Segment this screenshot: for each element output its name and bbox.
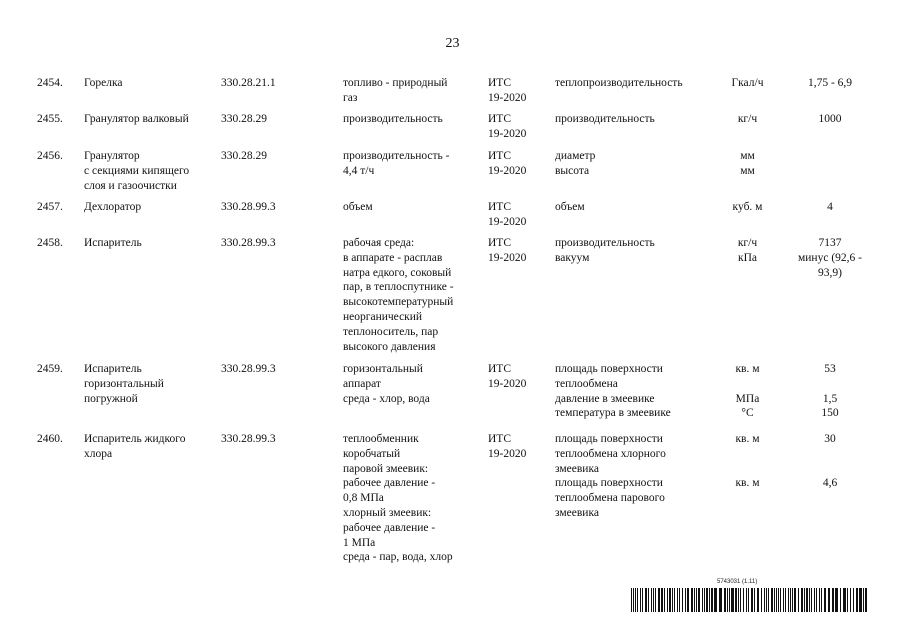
specification-line: хлорный змеевик: (343, 506, 432, 519)
reference-standard-line: ИТС (488, 113, 511, 125)
equipment-name-line: слоя и газоочистки (84, 179, 177, 192)
barcode-bar (819, 588, 820, 612)
barcode-bar (637, 588, 638, 612)
specification-line: рабочая среда: (343, 237, 415, 249)
barcode-bar (696, 588, 697, 612)
equipment-name (84, 432, 214, 462)
parameter-unit-line: кПа (738, 251, 757, 264)
barcode-bar (746, 588, 747, 612)
equipment-name-line: Испаритель (84, 237, 142, 249)
reference-standard-line: ИТС (488, 150, 511, 162)
specification-line: горизонтальный (343, 363, 423, 375)
barcode-bar (653, 588, 654, 612)
specification-line: производительность (343, 113, 443, 125)
specification-line: среда - пар, вода, хлор (343, 551, 453, 564)
parameter-name (555, 362, 720, 421)
parameter-name-line: объем (555, 201, 585, 213)
specification-line: топливо - природный (343, 77, 448, 89)
barcode-bar (682, 588, 683, 612)
barcode (631, 588, 869, 612)
barcode-bar (748, 588, 749, 612)
reference-standard-line: 19-2020 (488, 91, 527, 104)
barcode-bar (768, 588, 769, 612)
barcode-bar (743, 588, 744, 612)
parameter-value (785, 76, 875, 91)
barcode-bar (794, 588, 796, 612)
barcode-bar (635, 588, 636, 612)
barcode-bar (806, 588, 808, 612)
barcode-bar (850, 588, 851, 612)
parameter-name-line: теплообмена хлорного (555, 447, 666, 460)
barcode-bar (778, 588, 779, 612)
parameter-unit-line: °С (741, 407, 754, 420)
parameter-value-line: минус (92,6 - (798, 251, 862, 264)
equipment-name-line: Дехлоратор (84, 201, 142, 213)
equipment-name (84, 112, 214, 127)
parameter-unit-line: мм (740, 150, 755, 162)
parameter-unit (720, 112, 775, 127)
parameter-unit-line (720, 447, 775, 462)
okpd-code: 330.28.99.3 (221, 433, 276, 445)
parameter-unit (720, 200, 775, 215)
barcode-bar (735, 588, 737, 612)
parameter-name (555, 432, 720, 521)
barcode-bar (783, 588, 784, 612)
barcode-bar (694, 588, 695, 612)
parameter-name-line: змеевика (555, 506, 599, 519)
row-number: 2454. (37, 77, 63, 89)
barcode-bar (714, 588, 717, 612)
barcode-bar (821, 588, 822, 612)
barcode-bar (785, 588, 786, 612)
barcode-bar (788, 588, 789, 612)
barcode-bar (780, 588, 781, 612)
specification-line: рабочее давление - (343, 521, 436, 534)
parameter-unit-line: кв. м (735, 477, 760, 490)
reference-standard-line: 19-2020 (488, 447, 527, 460)
row-number: 2455. (37, 113, 63, 125)
parameter-value-line: 53 (824, 363, 836, 375)
parameter-value-line: 4 (827, 201, 833, 213)
reference-standard-line: ИТС (488, 77, 511, 89)
barcode-bar (801, 588, 803, 612)
specification-line: неорганический (343, 310, 423, 323)
specification-line: высокого давления (343, 340, 436, 353)
specification-line: паровой змеевик: (343, 462, 429, 475)
equipment-name-line: погружной (84, 392, 138, 405)
reference-standard (488, 149, 548, 179)
barcode-bar (640, 588, 641, 612)
barcode-bar (685, 588, 686, 612)
barcode-bar (669, 588, 671, 612)
barcode-bar (691, 588, 693, 612)
barcode-bar (764, 588, 765, 612)
parameter-value-line: 1000 (818, 113, 842, 125)
equipment-name (84, 76, 214, 91)
barcode-bar (679, 588, 680, 612)
barcode-bar (754, 588, 755, 612)
equipment-name (84, 362, 214, 406)
parameter-name-line: площадь поверхности (555, 477, 663, 490)
equipment-name-line: с секциями кипящего (84, 164, 190, 177)
barcode-bar (687, 588, 689, 612)
specification-line: 1 МПа (343, 536, 376, 549)
parameter-unit (720, 76, 775, 91)
barcode-bar (648, 588, 649, 612)
row-number: 2460. (37, 433, 63, 445)
barcode-bar (835, 588, 838, 612)
barcode-bar (672, 588, 673, 612)
reference-standard-line: 19-2020 (488, 251, 527, 264)
specification-line: 0,8 МПа (343, 492, 384, 505)
parameter-name-line: производительность (555, 237, 655, 249)
barcode-bar (667, 588, 668, 612)
row-number: 2459. (37, 363, 63, 375)
parameter-name-line: производительность (555, 113, 655, 125)
reference-standard-line: ИТС (488, 201, 511, 213)
barcode-bar (655, 588, 656, 612)
specification-line: натра едкого, соковый (343, 266, 452, 279)
parameter-name-line: теплопроизводительность (555, 77, 683, 89)
specification-line: среда - хлор, вода (343, 392, 430, 405)
parameter-unit (720, 362, 775, 421)
barcode-bar (865, 588, 867, 612)
parameter-unit-line: Гкал/ч (731, 77, 764, 89)
barcode-bar (702, 588, 703, 612)
row-number: 2456. (37, 150, 63, 162)
parameter-name (555, 76, 720, 91)
parameter-unit-line: МПа (735, 392, 760, 405)
page-number: 23 (445, 36, 460, 51)
specification (343, 76, 478, 106)
parameter-value-line: 7137 (818, 237, 842, 249)
barcode-bar (761, 588, 762, 612)
equipment-name-line: Испаритель (84, 363, 142, 375)
parameter-value (785, 200, 875, 215)
equipment-name (84, 236, 214, 251)
equipment-name (84, 200, 214, 215)
specification-line: коробчатый (343, 447, 401, 460)
parameter-name-line: площадь поверхности (555, 363, 663, 375)
parameter-name-line: площадь поверхности (555, 433, 663, 445)
equipment-name-line: хлора (84, 447, 113, 460)
equipment-name (84, 149, 214, 193)
specification-line: теплообменник (343, 433, 419, 445)
parameter-value-line: 150 (821, 407, 839, 420)
parameter-unit (720, 236, 775, 266)
okpd-code: 330.28.21.1 (221, 77, 276, 89)
barcode-bar (790, 588, 791, 612)
barcode-bar (814, 588, 815, 612)
specification-line: объем (343, 201, 373, 213)
specification-line: пар, в теплоспутнике - (343, 281, 454, 294)
barcode-bar (757, 588, 759, 612)
parameter-name-line: температура в змеевике (555, 407, 671, 420)
barcode-bar (724, 588, 726, 612)
barcode-bar (798, 588, 799, 612)
barcode-bar (661, 588, 663, 612)
barcode-bar (776, 588, 777, 612)
barcode-bar (658, 588, 660, 612)
parameter-name (555, 200, 720, 215)
barcode-bar (664, 588, 665, 612)
specification (343, 236, 478, 354)
document-code: 5743031 (1.11) (717, 579, 758, 585)
reference-standard-line: ИТС (488, 433, 511, 445)
specification-line: аппарат (343, 377, 381, 390)
specification-line: высокотемпературный (343, 296, 454, 309)
parameter-name-line: высота (555, 164, 590, 177)
barcode-bar (731, 588, 734, 612)
barcode-bar (738, 588, 739, 612)
reference-standard (488, 200, 548, 230)
barcode-bar (674, 588, 675, 612)
parameter-value (785, 362, 875, 421)
reference-standard (488, 112, 548, 142)
reference-standard (488, 432, 548, 462)
barcode-bar (751, 588, 753, 612)
barcode-bar (863, 588, 864, 612)
parameter-unit-line (720, 462, 775, 477)
barcode-bar (824, 588, 826, 612)
barcode-bar (631, 588, 632, 612)
reference-standard (488, 236, 548, 266)
barcode-bar (719, 588, 722, 612)
parameter-name (555, 112, 720, 127)
parameter-value-line: 93,9) (818, 266, 842, 279)
reference-standard-line: 19-2020 (488, 377, 527, 390)
parameter-value-line: 1,5 (822, 392, 838, 405)
barcode-bar (709, 588, 710, 612)
barcode-bar (792, 588, 793, 612)
specification (343, 149, 478, 179)
specification-line: теплоноситель, пар (343, 325, 439, 338)
okpd-code: 330.28.29 (221, 150, 267, 162)
barcode-bar (727, 588, 728, 612)
reference-standard (488, 76, 548, 106)
parameter-name-line: вакуум (555, 251, 590, 264)
parameter-unit (720, 149, 775, 179)
barcode-bar (811, 588, 812, 612)
specification-line: в аппарате - расплав (343, 251, 443, 264)
reference-standard-line: ИТС (488, 237, 511, 249)
barcode-bar (651, 588, 652, 612)
okpd-code: 330.28.99.3 (221, 363, 276, 375)
parameter-name (555, 149, 720, 179)
parameter-name (555, 236, 720, 266)
barcode-bar (645, 588, 647, 612)
parameter-unit-line: куб. м (732, 201, 763, 213)
barcode-bar (809, 588, 810, 612)
barcode-bar (677, 588, 678, 612)
parameter-name-line: теплообмена (555, 377, 618, 390)
barcode-bar (774, 588, 775, 612)
barcode-bar (711, 588, 713, 612)
equipment-name-line: Горелка (84, 77, 123, 89)
specification-line: рабочее давление - (343, 477, 436, 490)
barcode-bar (698, 588, 700, 612)
parameter-unit-line: кг/ч (737, 113, 758, 125)
equipment-name-line: Гранулятор (84, 150, 140, 162)
barcode-bar (729, 588, 730, 612)
parameter-value (785, 236, 875, 280)
specification-line: производительность - (343, 150, 450, 162)
parameter-name-line: давление в змеевике (555, 392, 655, 405)
barcode-bar (856, 588, 858, 612)
parameter-value (785, 432, 875, 491)
barcode-bar (633, 588, 634, 612)
parameter-name-line: змеевика (555, 462, 599, 475)
parameter-value (785, 112, 875, 127)
barcode-bar (771, 588, 773, 612)
barcode-bar (706, 588, 708, 612)
barcode-bar (642, 588, 643, 612)
okpd-code: 330.28.99.3 (221, 201, 276, 213)
parameter-value-line: 4,6 (822, 477, 838, 490)
specification-line: 4,4 т/ч (343, 164, 375, 177)
barcode-bar (704, 588, 705, 612)
parameter-value-line: 1,75 - 6,9 (807, 77, 853, 89)
barcode-bar (859, 588, 862, 612)
barcode-bar (853, 588, 854, 612)
parameter-unit-line: кв. м (735, 433, 760, 445)
parameter-unit-line (720, 377, 775, 392)
okpd-code: 330.28.29 (221, 113, 267, 125)
parameter-name-line: теплообмена парового (555, 492, 665, 505)
parameter-unit-line: мм (740, 164, 755, 177)
barcode-bar (843, 588, 846, 612)
barcode-bar (840, 588, 841, 612)
parameter-value-line: 30 (824, 433, 836, 445)
reference-standard (488, 362, 548, 392)
parameter-name-line: диаметр (555, 150, 596, 162)
parameter-unit (720, 432, 775, 491)
barcode-bar (766, 588, 767, 612)
specification (343, 200, 478, 215)
reference-standard-line: 19-2020 (488, 215, 527, 228)
barcode-bar (847, 588, 848, 612)
specification (343, 112, 478, 127)
barcode-bar (816, 588, 817, 612)
row-number: 2458. (37, 237, 63, 249)
specification (343, 362, 478, 406)
equipment-name-line: Испаритель жидкого (84, 433, 186, 445)
equipment-name-line: горизонтальный (84, 377, 164, 390)
reference-standard-line: 19-2020 (488, 164, 527, 177)
reference-standard-line: ИТС (488, 363, 511, 375)
barcode-bar (828, 588, 830, 612)
barcode-bar (740, 588, 741, 612)
okpd-code: 330.28.99.3 (221, 237, 276, 249)
parameter-unit-line: кв. м (735, 363, 760, 375)
parameter-unit-line: кг/ч (737, 237, 758, 249)
reference-standard-line: 19-2020 (488, 127, 527, 140)
parameter-value-line (785, 462, 875, 477)
specification-line: газ (343, 91, 358, 104)
row-number: 2457. (37, 201, 63, 213)
parameter-value-line (785, 377, 875, 392)
equipment-name-line: Гранулятор валковый (84, 113, 189, 125)
barcode-bar (832, 588, 834, 612)
parameter-value-line (785, 447, 875, 462)
barcode-bar (804, 588, 805, 612)
specification (343, 432, 478, 565)
